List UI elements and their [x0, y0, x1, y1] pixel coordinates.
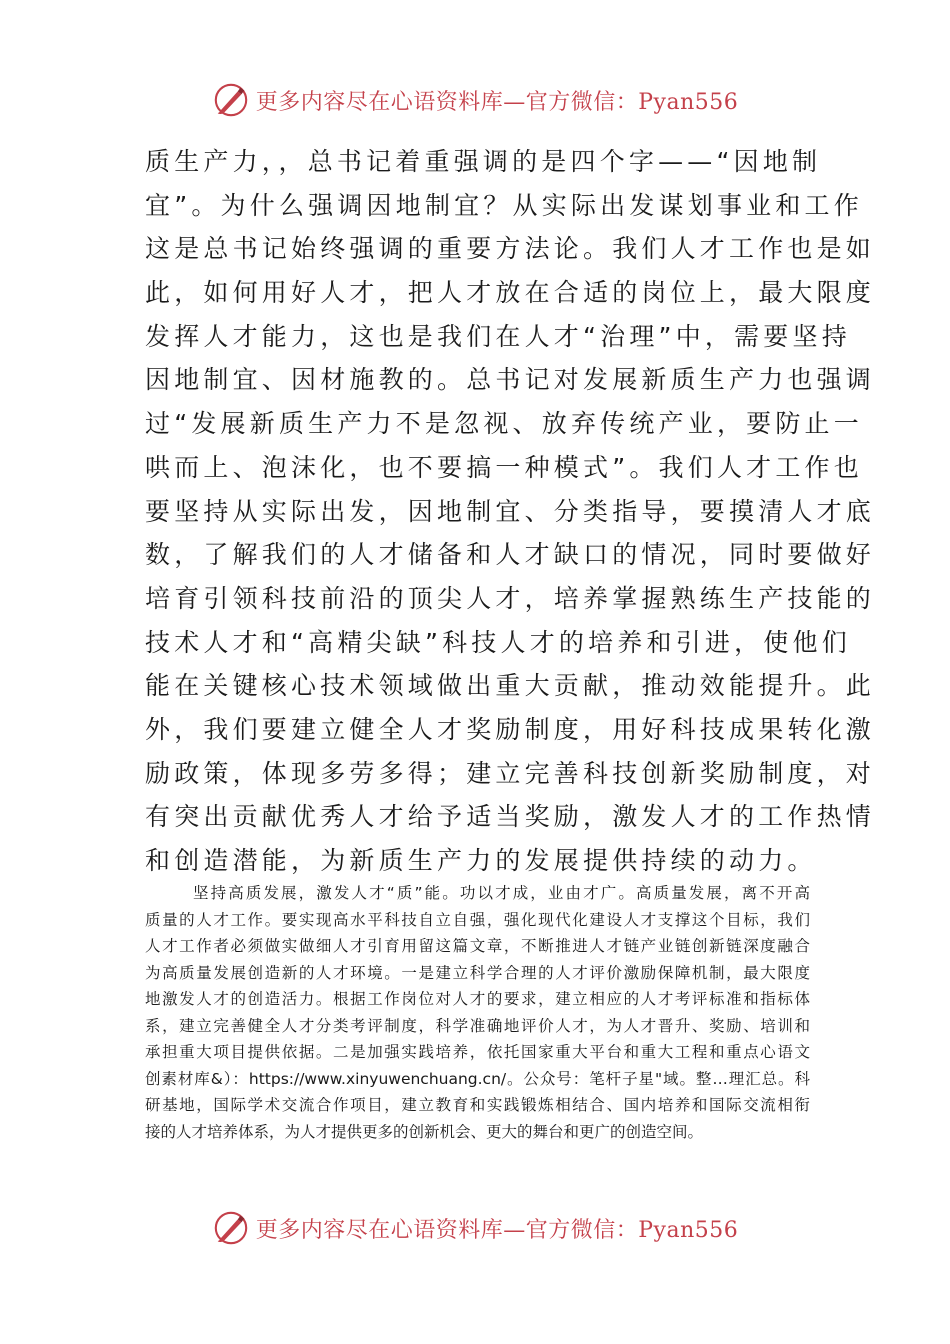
- text-line: 过“发展新质生产力不是忽视、放弃传统产业，要防止一: [145, 409, 863, 439]
- text-line: 数，了解我们的人才储备和人才缺口的情况，同时要做好: [145, 540, 876, 570]
- text-line: 因地制宜、因材施教的。总书记对发展新质生产力也强调: [145, 365, 876, 395]
- text-line: 地激发人才的创造活力。根据工作岗位对人才的要求，建立相应的人才考评标准和指标体: [145, 990, 810, 1008]
- text-line: 发挥人才能力，这也是我们在人才“治理”中，需要坚持: [145, 321, 851, 351]
- pen-logo-icon: [212, 81, 250, 119]
- footer-banner: [0, 1208, 950, 1248]
- text-line: 质量的人才工作。要实现高水平科技自立自强，强化现代化建设人才支撑这个目标，我们: [145, 910, 810, 929]
- text-line: 此，如何用好人才，把人才放在合适的岗位上，最大限度: [145, 278, 876, 308]
- text-line: 质生产力，，总书记着重强调的是四个字——“因地制: [145, 147, 822, 176]
- banner-text: 更多内容尽在心语资料库—官方微信：Pyan556: [255, 89, 739, 115]
- main-text-large: [145, 140, 876, 883]
- text-line: 创素材库&）：https://www.xinyuwenchuang.cn/。公众号：笔杆子星"域。整…理汇总。科: [145, 1069, 810, 1088]
- text-line: 培育引领科技前沿的顶尖人才，培养掌握熟练生产技能的: [145, 583, 876, 613]
- pen-logo-icon: [212, 1209, 250, 1247]
- text-line: 外，我们要建立健全人才奖励制度，用好科技成果转化激: [145, 714, 876, 744]
- text-line: 为高质量发展创造新的人才环境。一是建立科学合理的人才评价激励保障机制，最大限度: [145, 963, 810, 982]
- text-line: 励政策，体现多劳多得；建立完善科技创新奖励制度，对: [145, 758, 876, 788]
- text-line: 哄而上、泡沫化，也不要搞一种模式”。我们人才工作也: [145, 452, 863, 482]
- text-line: 研基地，国际学术交流合作项目，建立教育和实践锻炼相结合、国内培养和国际交流相衔: [145, 1096, 810, 1114]
- text-line: 接的人才培养体系，为人才提供更多的创新机会、更大的舞台和更广的创造空间。: [145, 1122, 704, 1141]
- text-line: 这是总书记始终强调的重要方法论。我们人才工作也是如: [145, 234, 876, 264]
- text-line: 和创造潜能，为新质生产力的发展提供持续的动力。: [145, 846, 817, 875]
- text-line: 宜”。为什么强调因地制宜？从实际出发谋划事业和工作: [145, 190, 863, 220]
- header-banner: [0, 80, 950, 120]
- text-line: 承担重大项目提供依据。二是加强实践培养，依托国家重大平台和重大工程和重点心语文: [145, 1043, 810, 1061]
- banner-text: 更多内容尽在心语资料库—官方微信：Pyan556: [255, 1217, 739, 1243]
- text-line: 有突出贡献优秀人才给予适当奖励，激发人才的工作热情: [145, 802, 876, 832]
- text-line: 系，建立完善健全人才分类考评制度，科学准确地评价人才，为人才晋升、奖励、培训和: [145, 1016, 810, 1035]
- text-line: 技术人才和“高精尖缺”科技人才的培养和引进，使他们: [145, 627, 851, 657]
- main-text-small: [145, 880, 810, 1145]
- text-line: 人才工作者必须做实做细人才引育用留这篇文章，不断推进人才链产业链创新链深度融合: [145, 937, 810, 955]
- text-line: 能在关键核心技术领域做出重大贡献，推动效能提升。此: [145, 671, 876, 701]
- text-line: 坚持高质发展，激发人才“质”能。功以才成，业由才广。高质量发展，离不开高: [193, 884, 810, 902]
- text-line: 要坚持从实际出发，因地制宜、分类指导，要摸清人才底: [145, 496, 876, 526]
